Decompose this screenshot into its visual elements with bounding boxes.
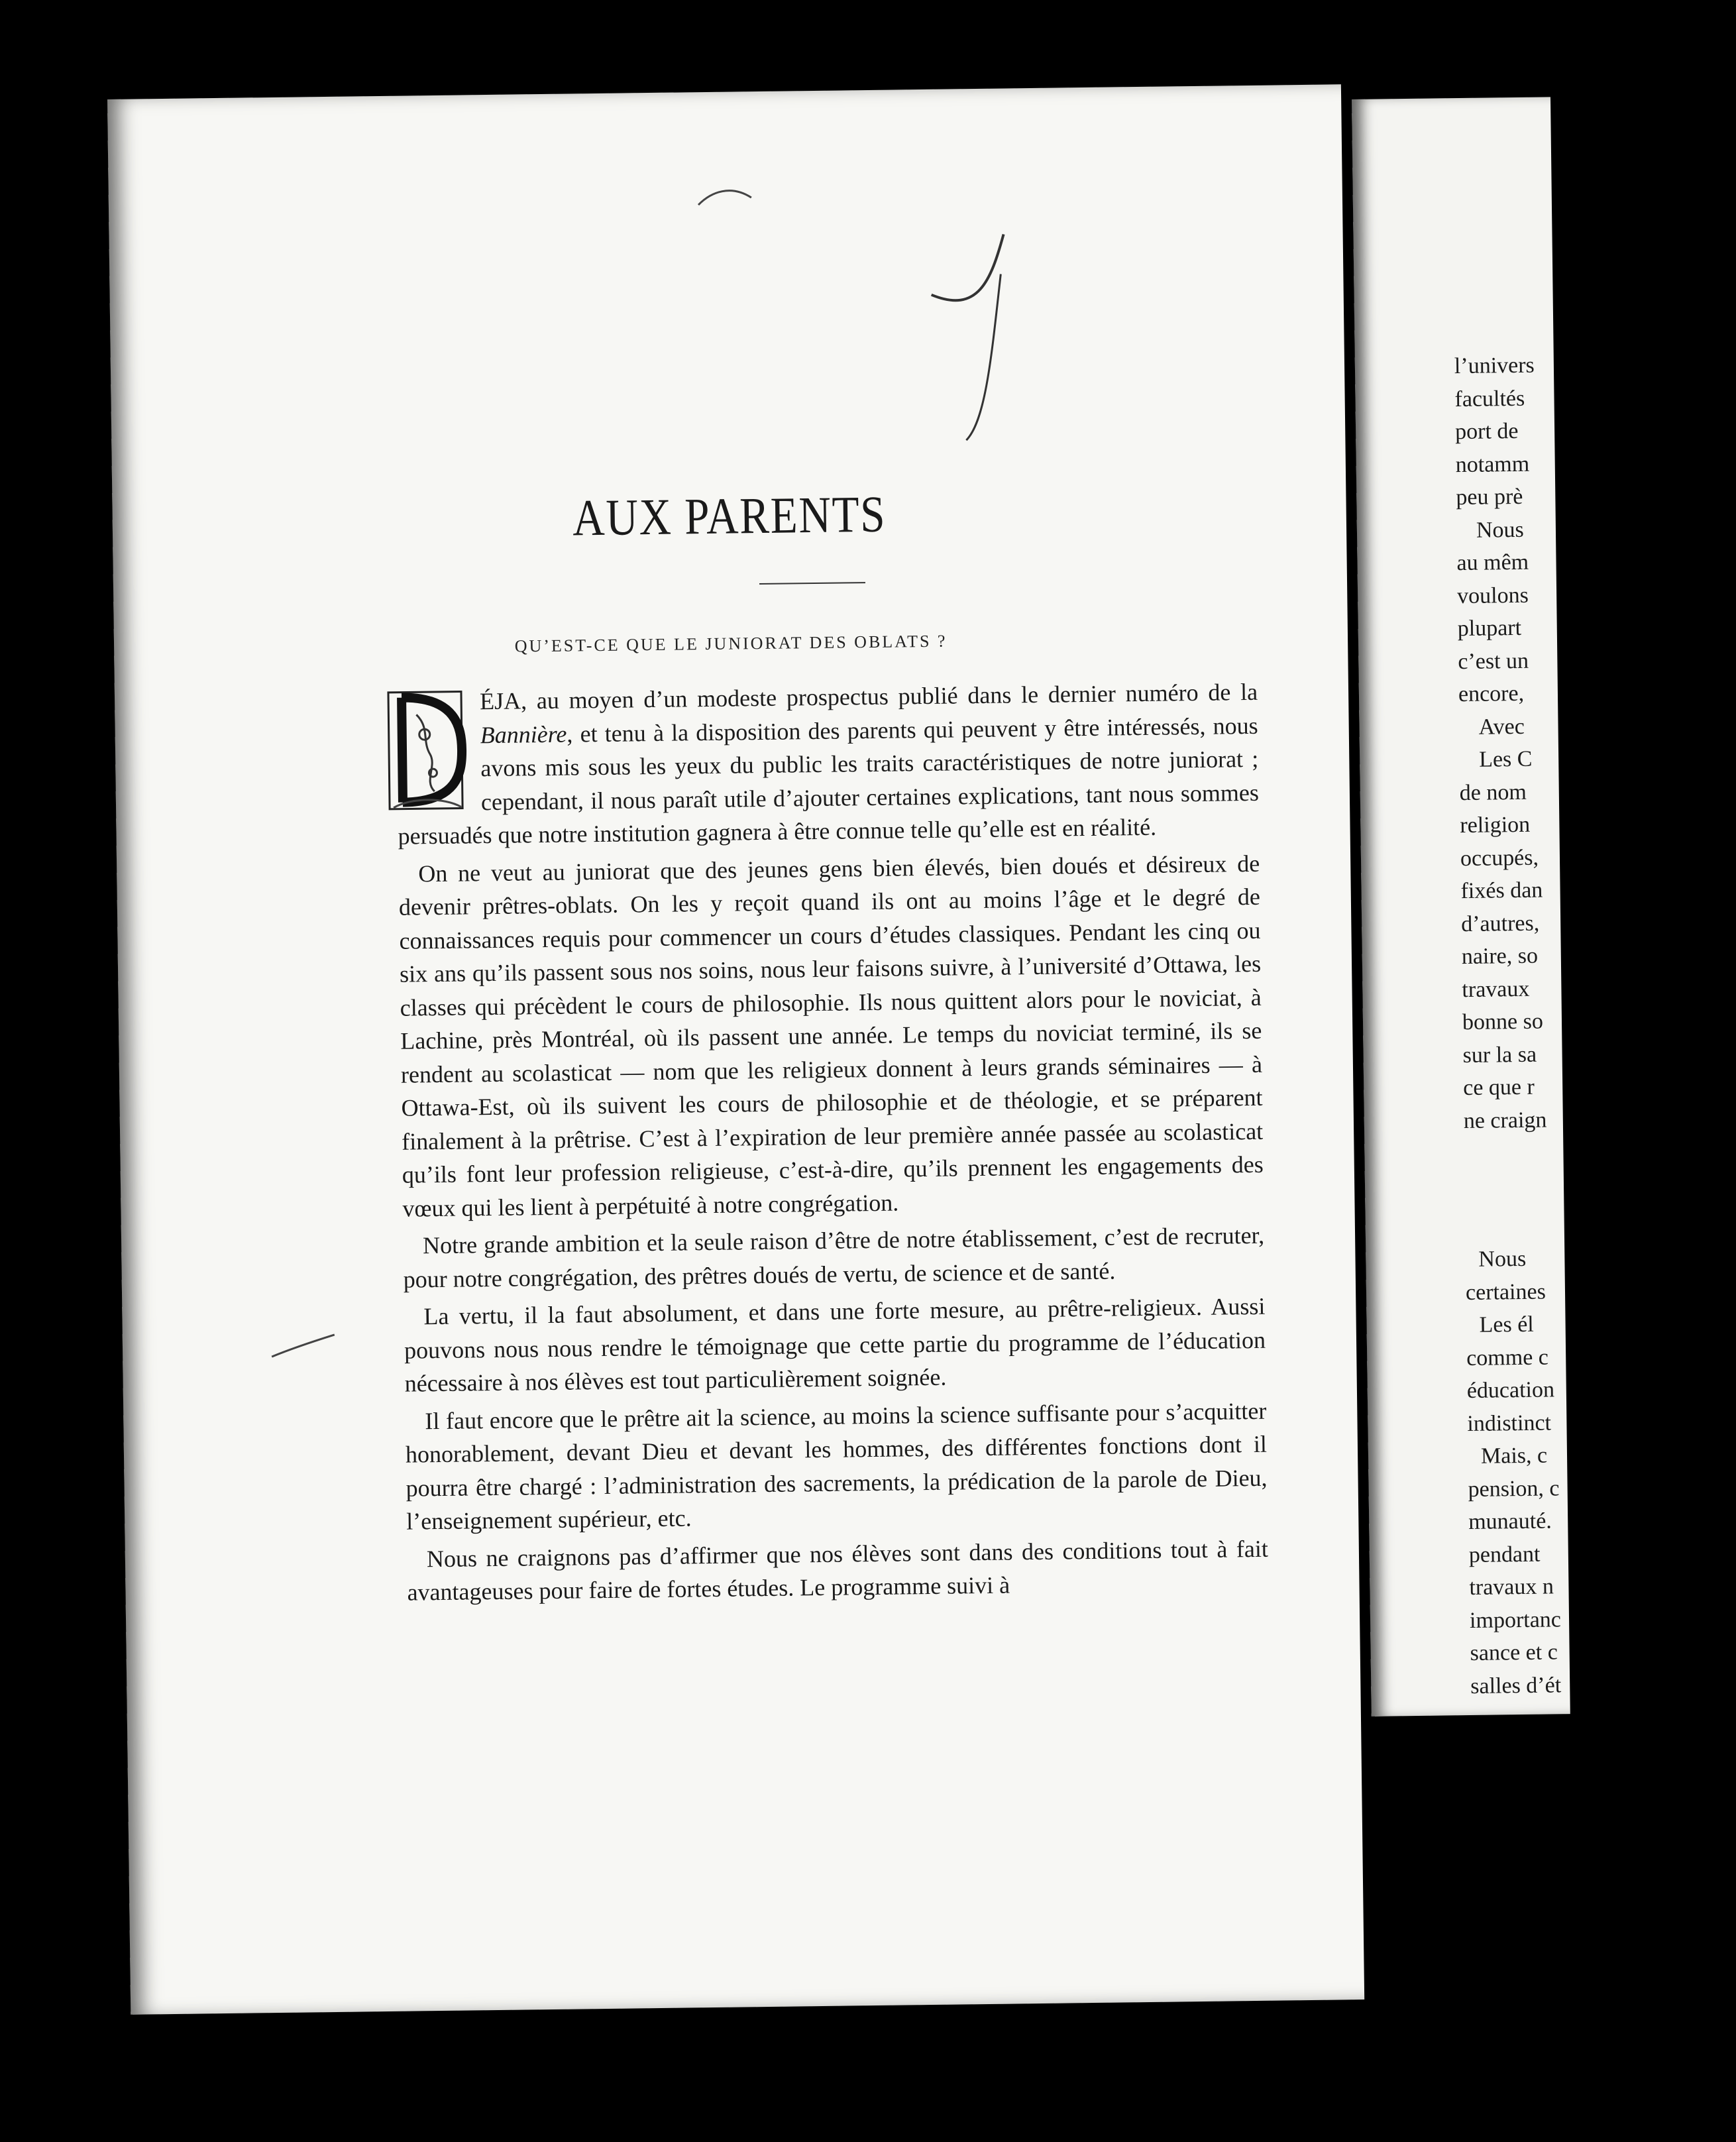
right-line: notamm [1455,451,1530,477]
pencil-mark-top [904,221,1041,593]
right-line: comme c [1466,1345,1549,1371]
right-line: Les C [1478,746,1533,772]
right-line: sur la sa [1462,1042,1537,1068]
right-line: naire, so [1461,943,1539,970]
right-line: d’autres, [1460,911,1540,936]
article-body [396,675,1269,1613]
section-subtitle: QU’EST-CE QUE LE JUNIORAT DES OBLATS ? [514,631,948,656]
right-line: fixés dan [1460,877,1543,904]
right-page-fragment [1352,97,1570,1716]
ornamental-drop-cap [383,687,470,815]
paragraph-5: Il faut encore que le prêtre ait la science, au moins la science suffisante pour s’acquitter honorablement, devant Dieu et devant les hommes, des différentes fonctions dont il pourra être chargé : l’administration des sacrements, la prédication de la parole de Dieu, l’enseignement supérieur, etc. [405,1397,1268,1535]
right-line: l’univers [1454,353,1535,379]
right-line: pension, c [1468,1475,1560,1502]
right-line: voulons [1456,583,1529,608]
right-line: indistinct [1467,1410,1552,1436]
right-line: Avec [1478,714,1525,740]
paragraph-1-start: ÉJA, au moyen d’un modeste prospectus publié dans le dernier numéro de la [479,678,1258,715]
right-line: ne craign [1463,1107,1547,1133]
pencil-mark-small [692,178,772,218]
right-line: munauté. [1468,1508,1552,1535]
right-line: encore, [1458,681,1525,707]
right-line: travaux n [1469,1574,1554,1600]
paragraph-2: On ne veut au juniorat que des jeunes gens bien élevés, bien doués et désireux de devenir prêtres-oblats. On les y reçoit quand ils ont au moins l’âge et le degré de connaissances requis pour commencer un cours d’études classiques. Pendant les cinq ou six ans qu’ils passent sous nos soins, nous leur faisons suivre, à l’université d’Ottawa, les classes qui précèdent le cours de philosophie. Ils nous quittent alors pour le noviciat, à Lachine, près Montréal, où ils passent une année. Le temps du noviciat terminé, ils se rendent au scolasticat — nom que les religieux donnent à leurs grands séminaires — à Ottawa-Est, où ils suivent les cours de philosophie et de théologie, et se préparent finalement à la prêtrise. C’est à l’expiration de leur première année passée au scolasticat qu’ils font leur profession religieuse, c’est-à-dire, qu’ils prennent les engagements des vœux qui les lient à perpétuité à notre congrégation. [398,850,1264,1222]
right-line: Nous [1476,517,1524,543]
paragraph-1-end: , et tenu à la disposition des parents qui peuvent y être intéressés, nous avons mis sous les yeux du public les traits caractéristiques de notre juniorat ; cependant, il nous paraît utile d’ajouter certaines explications, tant nous sommes persuadés que notre institution gagnera à être connue telle qu’elle est en réalité. [398,712,1260,850]
right-line: c’est un [1458,648,1529,674]
left-page [107,84,1364,2015]
paragraph-3: Notre grande ambition et la seule raison d’être de notre établissement, c’est de recruter, pour notre congrégation, des prêtres doués de vertu, de science et de santé. [403,1221,1265,1293]
right-line: Nous [1478,1246,1527,1272]
paragraph-1 [396,675,1260,853]
right-line: au mêm [1456,549,1529,576]
right-line: éducation [1466,1377,1555,1404]
pencil-mark-left [268,1329,342,1370]
right-line: ce que r [1463,1074,1535,1101]
right-line: bonne so [1462,1009,1544,1035]
paragraph-6: Nous ne craignons pas d’affirmer que nos élèves sont dans des conditions tout à fait avantageuses pour faire de fortes études. Le programme suivi à [407,1535,1269,1606]
right-line: plupart [1457,615,1522,642]
page-title: AUX PARENTS [572,484,887,547]
right-line: salles d’ét [1470,1672,1562,1699]
right-line: Les él [1479,1312,1534,1337]
right-page-text [1454,347,1736,1703]
right-page-gap [1464,1134,1730,1243]
right-line: port de [1454,418,1519,445]
right-line: occupés, [1460,845,1539,871]
paragraph-4: La vertu, il la faut absolument, et dans une forte mesure, au prêtre-religieux. Aussi pouvons nous nous rendre le témoignage que cette partie du programme de l’éducation nécessaire à nos élèves est tout particulièrement soignée. [404,1292,1266,1397]
right-line: sance et c [1470,1640,1558,1665]
right-line: peu prè [1456,484,1523,510]
right-line: facultés [1454,386,1525,412]
right-line: religion [1460,812,1531,838]
right-line: importanc [1469,1606,1562,1633]
right-line: certaines [1465,1279,1546,1305]
right-line: travaux [1462,976,1530,1002]
title-divider [759,582,865,585]
paragraph-1-italic: Bannière [480,720,567,748]
right-line: pendant [1468,1542,1541,1567]
right-line: Mais, c [1480,1443,1548,1469]
right-line: de nom [1459,779,1527,805]
